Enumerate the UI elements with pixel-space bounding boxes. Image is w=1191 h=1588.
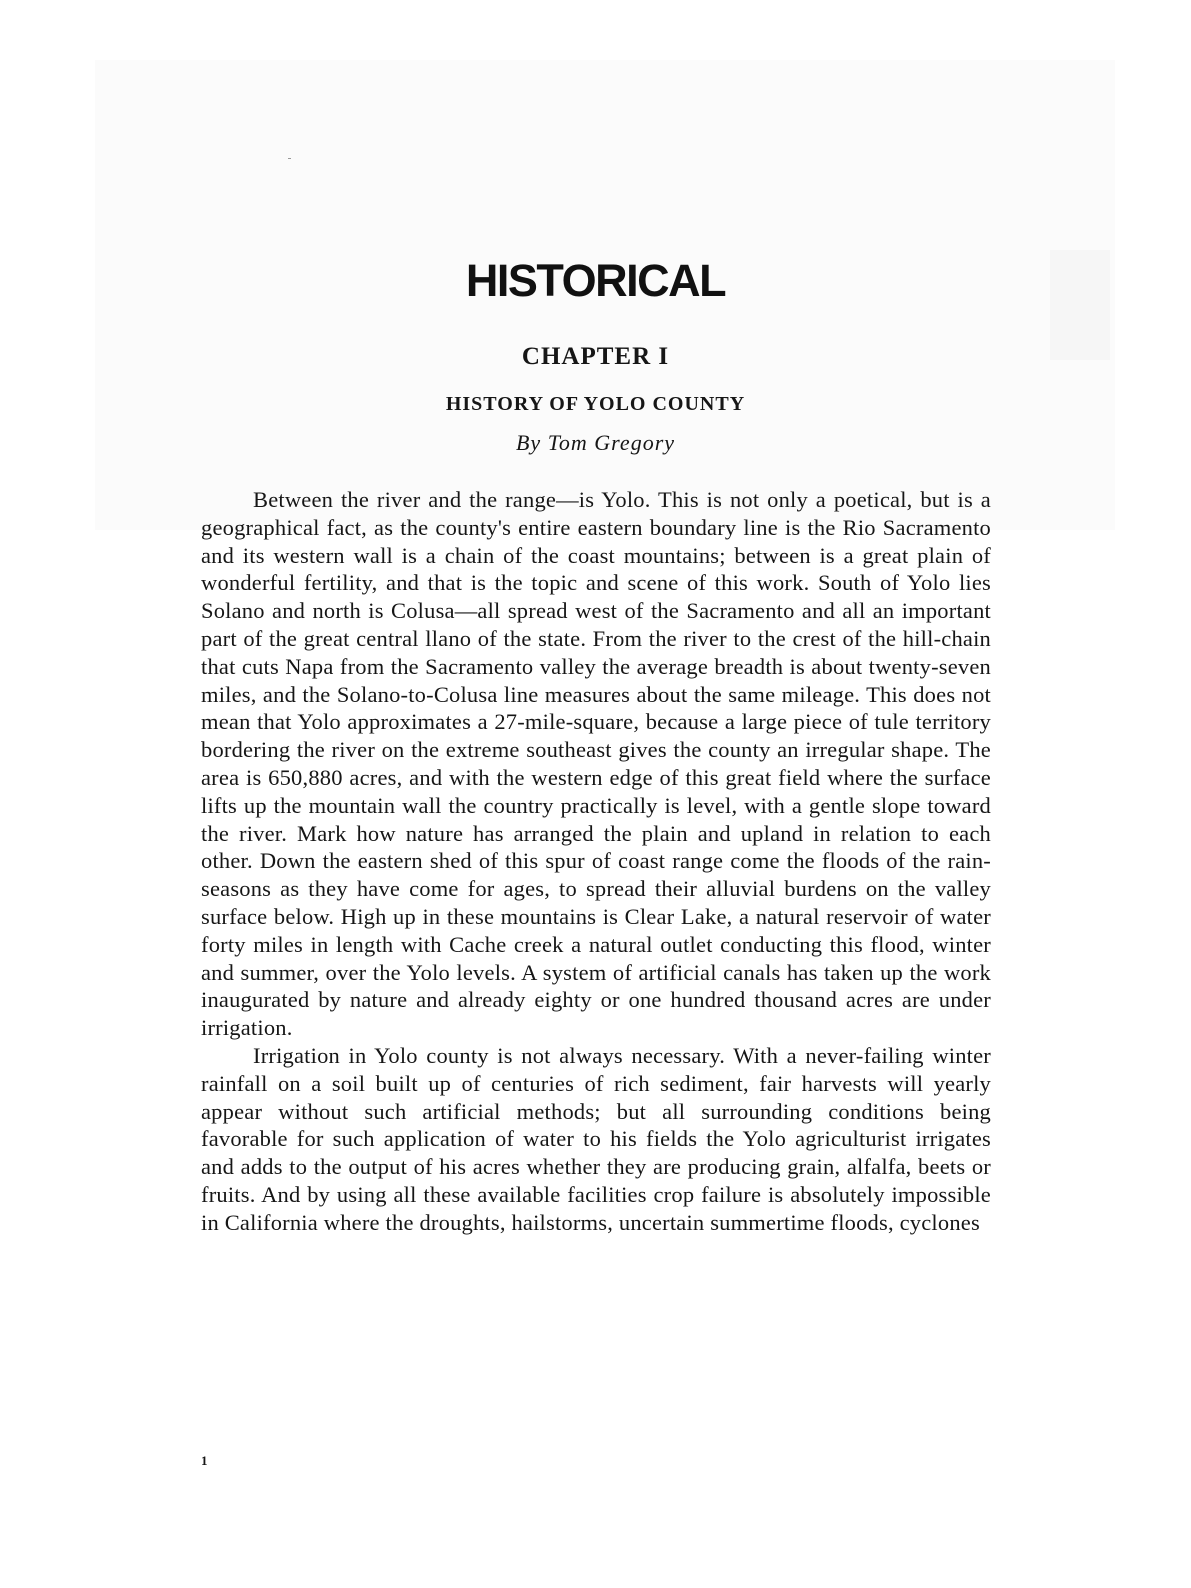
scan-speck: [288, 158, 291, 159]
body-text: [201, 486, 991, 1237]
chapter-number: CHAPTER I: [521, 343, 670, 370]
paragraph: Between the river and the range—is Yolo. This is not only a poetical, but is a geographical fact, as the county's entire eastern boundary line is the Rio Sacramento and its western wall is a chain of the coast mountains; between is a great plain of wonderful fertility, and that is the topic and scene of this work. South of Yolo lies Solano and north is Colusa—all spread west of the Sacramento and all an important part of the great central llano of the state. From the river to the crest of the hill-chain that cuts Napa from the Sacramento valley the average breadth is about twenty-seven miles, and the Solano-to-Colusa line measures about the same mileage. This does not mean that Yolo approximates a 27-mile-square, because a large piece of tule territory bordering the river on the extreme southeast gives the county an irregular shape. The area is 650,880 acres, and with the western edge of this great field where the surface lifts up the mountain wall the country practically is level, with a gentle slope toward the river. Mark how nature has arranged the plain and upland in relation to each other. Down the eastern shed of this spur of coast range come the floods of the rain-seasons as they have come for ages, to spread their alluvial burdens on the valley surface below. High up in these mountains is Clear Lake, a natural reservoir of water forty miles in length with Cache creek a natural outlet conducting this flood, winter and summer, over the Yolo levels. A system of artificial canals has taken up the work inaugurated by nature and already eighty or one hundred thousand acres are under irrigation.: [201, 487, 991, 1041]
section-title: HISTORICAL: [465, 255, 726, 306]
chapter-title: HISTORY OF YOLO COUNTY: [445, 393, 746, 415]
page-number: 1: [201, 1453, 208, 1468]
author-byline: By Tom Gregory: [515, 430, 676, 455]
paragraph: Irrigation in Yolo county is not always necessary. With a never-failing winter rainfall on a soil built up of centuries of rich sediment, fair harvests will yearly appear without such artificial methods; but all surrounding conditions being favorable for such application of water to his fields the Yolo agriculturist irrigates and adds to the output of his acres whether they are producing grain, alfalfa, beets or fruits. And by using all these available facilities crop failure is absolutely impossible in California where the droughts, hailstorms, uncertain summertime floods, cyclones: [201, 1042, 991, 1235]
